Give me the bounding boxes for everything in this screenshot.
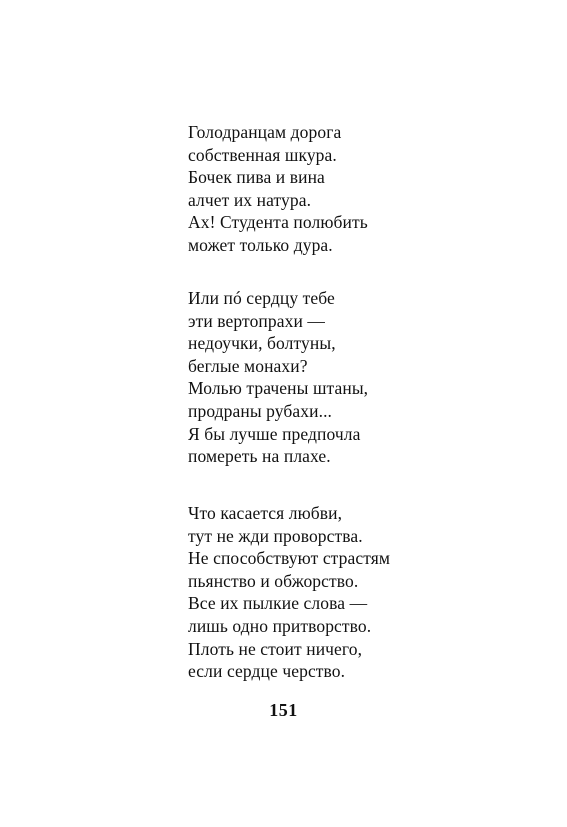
poem-line: Что касается любви, [188, 503, 343, 523]
poem-line: помереть на плахе. [188, 446, 331, 467]
poem-line: Плоть не стоит ничего, [188, 638, 363, 659]
poem-line: пьянство и обжорство. [188, 570, 359, 591]
poem-line: Ах! Студента полюбить [188, 212, 368, 233]
poem-line: беглые монахи? [188, 355, 308, 376]
poem-stanza-2 [188, 287, 368, 468]
poem-line: Или пó сердцу тебе [188, 288, 335, 308]
poem-stanza-3 [188, 502, 390, 683]
poem-line: Бочек пива и вина [188, 167, 325, 188]
poem-line: Я бы лучше предпочла [188, 423, 361, 444]
poem-line: Голодранцам дорога [188, 122, 342, 142]
poem-stanza-1 [188, 121, 368, 257]
poem-line: собственная шкура. [188, 144, 337, 165]
poem-line: Не способствуют страстям [188, 548, 391, 569]
poem-line: недоучки, болтуны, [188, 333, 336, 354]
poem-line: продраны рубахи... [188, 400, 333, 421]
page-number: 151 [269, 700, 298, 720]
poem-line: Молью трачены штаны, [188, 378, 369, 399]
poem-line: тут не жди проворства. [188, 525, 363, 546]
poem-line: лишь одно притворство. [188, 615, 372, 636]
poem-line: эти вертопрахи — [188, 310, 325, 331]
poem-line: Все их пылкие слова — [188, 593, 368, 614]
poem-line: алчет их натура. [188, 189, 312, 210]
poem-line: может только дура. [188, 234, 333, 255]
poem-line: если сердце черство. [188, 661, 346, 682]
